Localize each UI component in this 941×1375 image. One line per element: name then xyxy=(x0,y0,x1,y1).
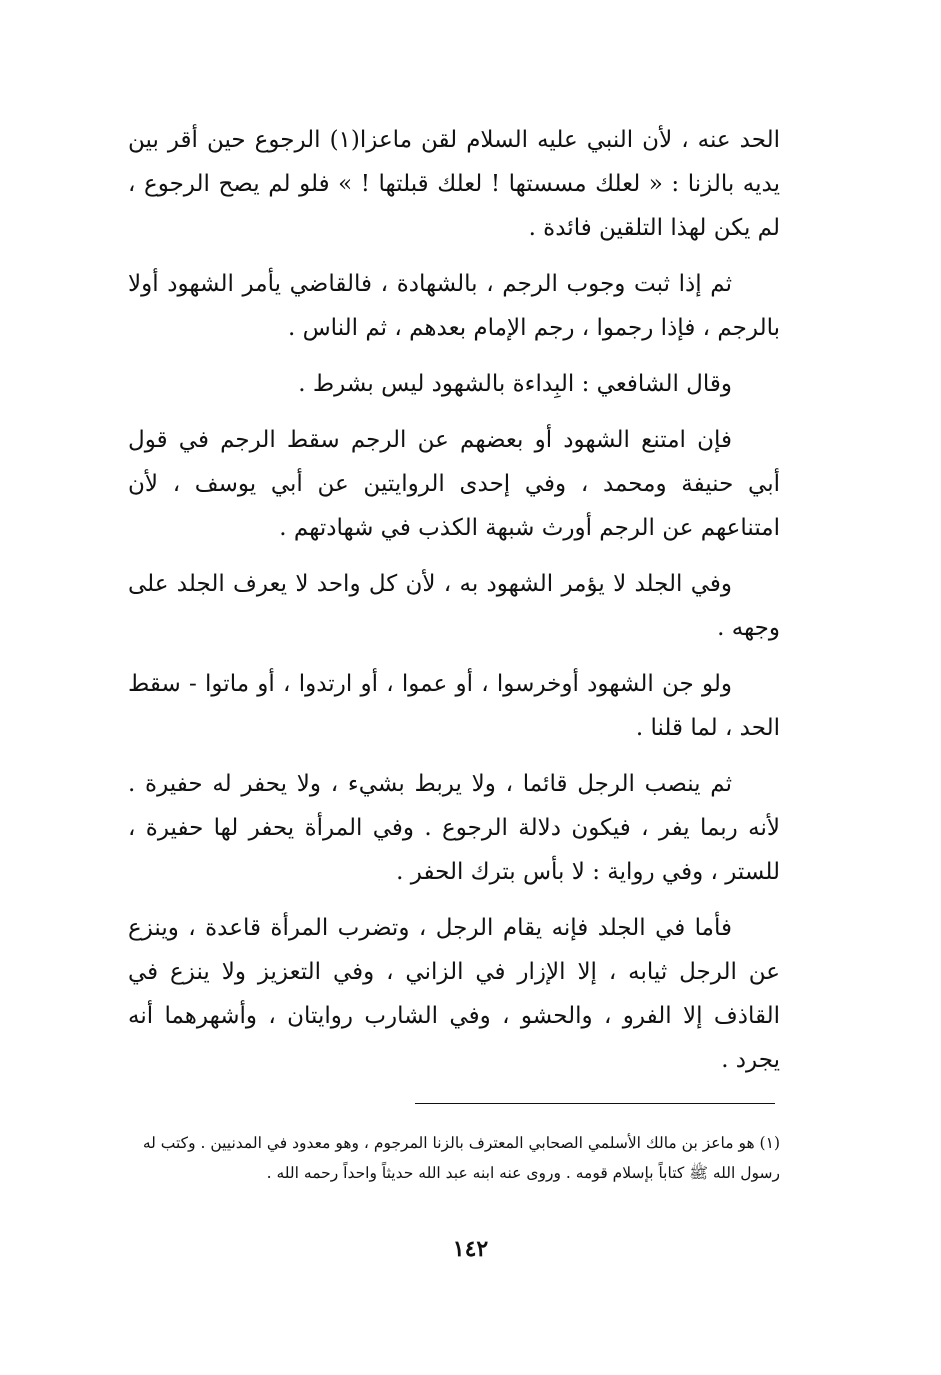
paragraph-1: الحد عنه ، لأن النبي عليه السلام لقن ماعزا(١) الرجوع حين أقر بين يديه بالزنا : « لعلك مسستها ! لعلك قبلتها ! » فلو لم يصح الرجوع ، لم يكن لهذا التلقين فائدة . xyxy=(128,127,780,241)
paragraph-3: وقال الشافعي : البِداءة بالشهود ليس بشرط . xyxy=(298,371,732,397)
footnote-divider xyxy=(415,1103,775,1104)
paragraph-7: ثم ينصب الرجل قائما ، ولا يربط بشيء ، ولا يحفر له حفيرة . لأنه ربما يفر ، فيكون دلالة الرجوع . وفي المرأة يحفر لها حفيرة ، للستر ، وفي رواية : لا بأس بترك الحفر . xyxy=(128,771,780,885)
paragraph-6: ولو جن الشهود أوخرسوا ، أو عموا ، أو ارتدوا ، أو ماتوا - سقط الحد ، لما قلنا . xyxy=(128,671,780,741)
paragraph-2: ثم إذا ثبت وجوب الرجم ، بالشهادة ، فالقاضي يأمر الشهود أولا بالرجم ، فإذا رجموا ، رجم الإمام بعدهم ، ثم الناس . xyxy=(128,271,780,341)
paragraph-5: وفي الجلد لا يؤمر الشهود به ، لأن كل واحد لا يعرف الجلد على وجهه . xyxy=(128,571,780,641)
paragraph-4: فإن امتنع الشهود أو بعضهم عن الرجم سقط الرجم في قول أبي حنيفة ومحمد ، وفي إحدى الروايتين عن أبي يوسف ، لأن امتناعهم عن الرجم أورث شبهة الكذب في شهادتهم . xyxy=(128,427,780,541)
main-text-body xyxy=(128,118,780,1094)
footnote: (١) هو ماعز بن مالك الأسلمي الصحابي المعترف بالزنا المرجوم ، وهو معدود في المدنيين . وكتب له رسول الله ﷺ كتاباً بإسلام قومه . وروى عنه ابنه عبد الله حديثاً واحداً رحمه الله . xyxy=(142,1134,780,1182)
page-number: ١٤٢ xyxy=(452,1236,489,1262)
paragraph-8: فأما في الجلد فإنه يقام الرجل ، وتضرب المرأة قاعدة ، وينزع عن الرجل ثيابه ، إلا الإزار في الزاني ، وفي التعزيز ولا ينزع في القاذف إلا الفرو ، والحشو ، وفي الشارب روايتان ، وأشهرهما أنه يجرد . xyxy=(128,915,780,1073)
